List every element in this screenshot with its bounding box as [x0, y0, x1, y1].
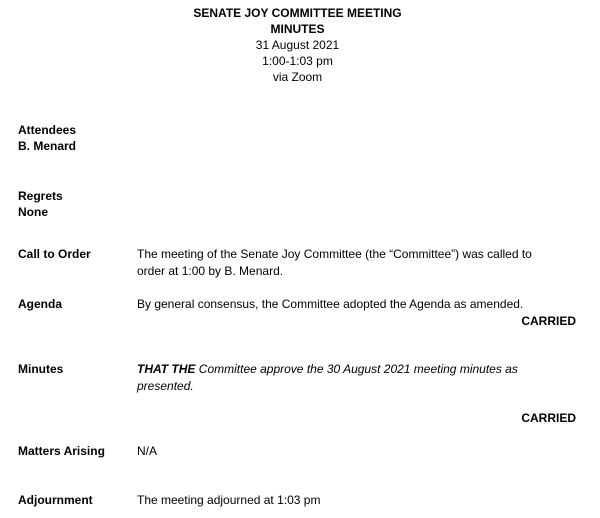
motion-text: Committee approve the 30 August 2021 meeting minutes as: [195, 362, 518, 376]
regrets-label: Regrets: [18, 189, 63, 203]
meeting-time: 1:00-1:03 pm: [262, 54, 333, 68]
meeting-location: via Zoom: [272, 70, 323, 84]
document-type: MINUTES: [270, 22, 325, 36]
minutes-motion-line-1: [137, 361, 518, 377]
call-to-order-text-line-1: The meeting of the Senate Joy Committee (the “Committee”) was called to: [137, 247, 532, 261]
motion-prefix: THAT THE: [137, 362, 196, 376]
minutes-motion-line-2: presented.: [137, 379, 194, 393]
adjournment-label: Adjournment: [18, 493, 93, 507]
minutes-carried: CARRIED: [521, 411, 576, 425]
minutes-label: Minutes: [18, 362, 64, 376]
call-to-order-text-line-2: order at 1:00 by B. Menard.: [137, 264, 284, 278]
agenda-text: By general consensus, the Committee adopted the Agenda as amended.: [137, 297, 524, 311]
meeting-date: 31 August 2021: [255, 38, 340, 52]
matters-arising-text: N/A: [137, 444, 158, 458]
document-header: [0, 5, 595, 85]
regrets-names: None: [18, 205, 48, 219]
matters-arising-label: Matters Arising: [18, 444, 105, 458]
meeting-title: SENATE JOY COMMITTEE MEETING: [193, 6, 402, 20]
attendees-names: B. Menard: [18, 139, 77, 153]
call-to-order-label: Call to Order: [18, 247, 91, 261]
attendees-label: Attendees: [18, 123, 77, 137]
agenda-carried: CARRIED: [521, 314, 576, 328]
agenda-label: Agenda: [18, 297, 63, 311]
adjournment-text: The meeting adjourned at 1:03 pm: [137, 493, 321, 507]
